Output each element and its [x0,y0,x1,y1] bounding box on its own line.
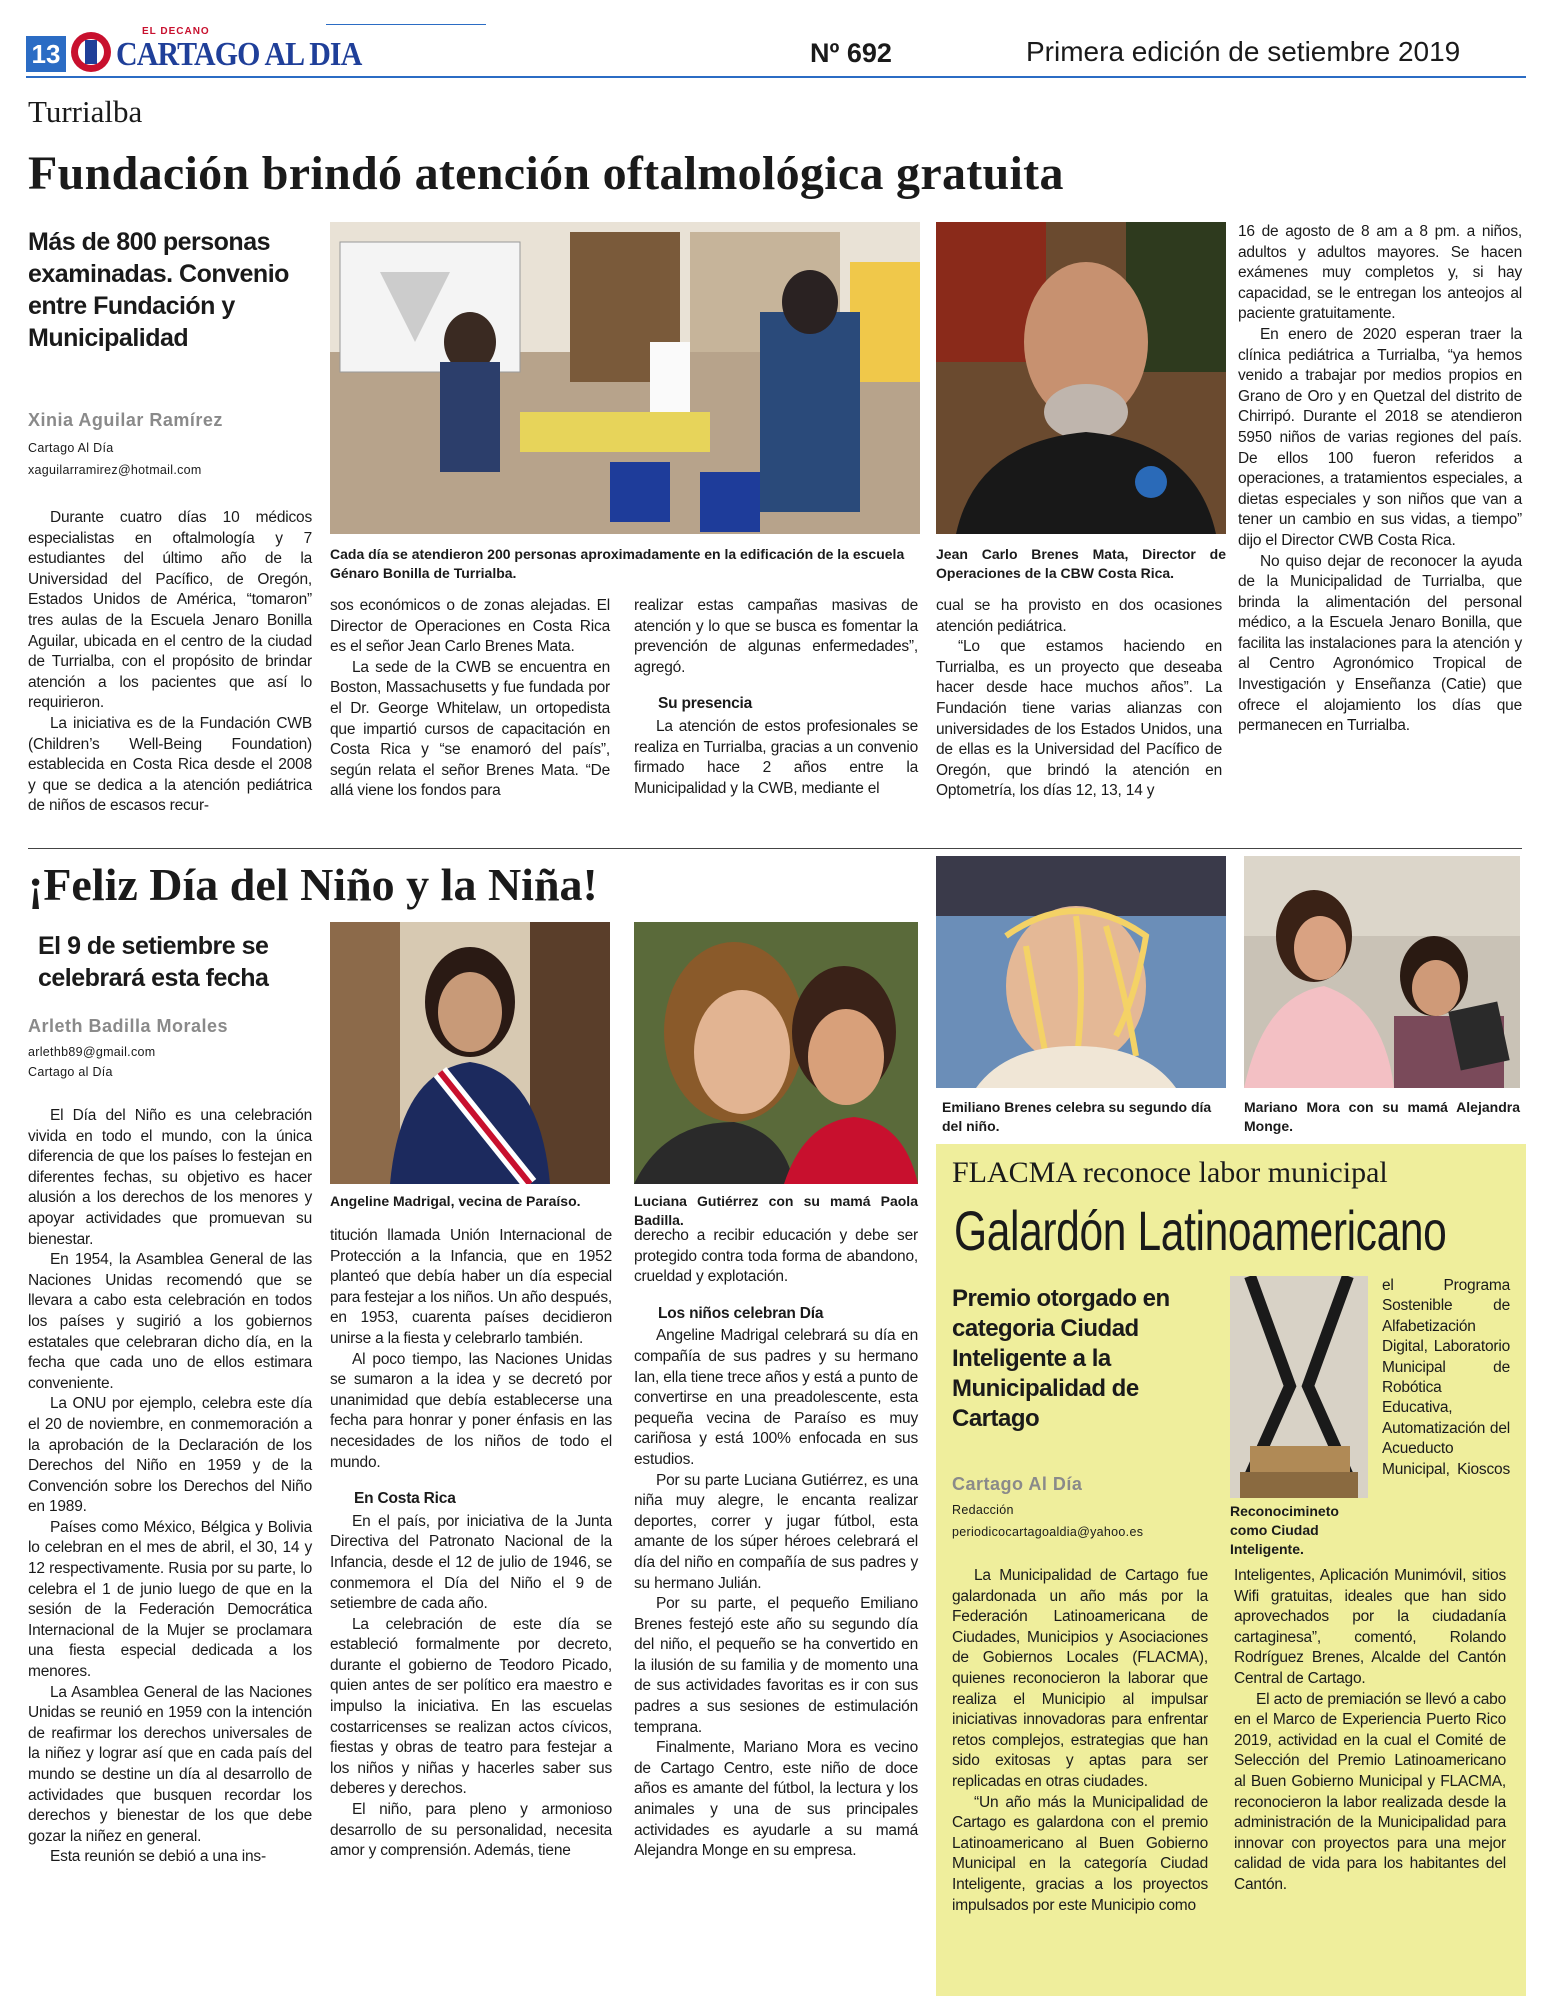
paragraph: Países como México, Bélgica y Bolivia lo celebran en el mes de abril, el 30, 14 y 12 respectivamente. Rusia por su parte, lo celebra el 1 de junio luego de que en la sesión de la Federación Democrática Internacional de la Mujer se proclamara una fiesta especial dedicada a los menores. [28,1518,312,1681]
article3-kicker: FLACMA reconoce labor municipal [952,1156,1388,1189]
caption-trophy: Reconocimineto como Ciudad Inteligente. [1230,1503,1339,1557]
paragraph: cual se ha provisto en dos ocasiones atención pediátrica. [936,597,1222,635]
paragraph: La iniciativa es de la Fundación CWB (Children’s Well-Being Foundation) establecida en Costa Rica desde el 2008 y que se dedica a la atención pediátrica de niños de escasos recur- [28,714,312,815]
paragraph: La Asamblea General de las Naciones Unidas se reunió en 1959 con la intención de reafirmar los derechos universales de la niñez y lograr así que en cada país del mundo se destine un día al desarrollo de actividades que busquen recordar los derechos y bienestar de los que debe gozar la niñez en general. [28,1683,312,1845]
section-divider [28,848,1522,849]
paragraph: No quiso dejar de reconocer la ayuda de la Municipalidad de Turrialba, que brinda la alimentación del personal médico, a la Escuela Jenaro Bonilla, que facilita las instalaciones para la atención y al Centro Agronómico Tropical de Investigación y Enseñanza (Catie) que ofrece el alojamiento los días que permanecen en Turrialba. [1238,552,1522,735]
paragraph: Por su parte Luciana Gutiérrez, es una niña muy alegre, le encanta realizar deportes, correr y jugar fútbol, esta amante de los súper héroes celebrará el día del niño en compañía de sus padres y su hermano Julián. [634,1471,918,1592]
paragraph: sos económicos o de zonas alejadas. El Director de Operaciones en Costa Rica es el señor Jean Carlo Brenes Mata. [330,597,610,656]
article3-role: Redacción [952,1503,1014,1517]
article2-outlet: Cartago al Día [28,1065,113,1079]
paragraph: La celebración de este día se estableció formalmente por decreto, durante el gobierno de Teodoro Picado, quien antes de ser político era maestro e impulso la iniciativa. En las escuelas costarricenses se realizan actos cívicos, fiestas y obras de teatro para festejar a los niños y niñas y hacerles saber sus deberes y derechos. [330,1615,612,1798]
photo-emiliano [936,856,1226,1088]
photo-luciana [634,922,918,1184]
subhead: En Costa Rica [354,1490,456,1508]
article2-column-2 [330,1226,612,1862]
photo-eye-clinic [330,222,920,534]
paragraph: La sede de la CWB se encuentra en Boston, Massachusetts y fue fundada por el Dr. George Whitelaw, un ortopedista que impartió cursos de capacitación en Costa Rica y “se enamoró del país”, según relata el señor Brenes Mata. “De allá viene los fondos para [330,658,610,800]
article3-deck: Premio otorgado en categoria Ciudad Inteligente a la Municipalidad de Cartago [952,1285,1170,1432]
article1-column-2 [330,596,610,802]
article2-author: Arleth Badilla Morales [28,1016,229,1036]
article1-deck: Más de 800 personas examinadas. Convenio entre Fundación y Municipalidad [28,228,289,352]
paragraph: El acto de premiación se llevó a cabo en el Marco de Experiencia Puerto Rico 2019, actividad en la cual el Comité de Selección del Premio Latinoamericano al Buen Gobierno Municipal y FLACMA, reconocieron la labor realizada desde la administración de la Municipalidad para innovar con proyectos para una mejor calidad de vida para los habitantes del Cantón. [1234,1690,1506,1893]
article1-column-3 [634,596,918,799]
paragraph: El Día del Niño es una celebración vivida en todo el mundo, con la única diferencia de que los países lo festejan en diferentes fechas, su objetivo es hacer alusión a los derechos de los menores y apoyar actividades que promuevan su bienestar. [28,1107,312,1248]
newspaper-logo [68,22,362,78]
article2-headline: ¡Feliz Día del Niño y la Niña! [28,859,598,910]
paragraph: Inteligentes, Aplicación Munimóvil, sitios Wifi gratuitas, ideales que han sido aprovechados por la ciudadanía cartaginesa”, comentó, Rolando Rodríguez Brenes, Alcalde del Cantón Central de Cartago. [1234,1567,1506,1687]
page-header [26,22,1526,78]
paragraph: Esta reunión se debió a una ins- [50,1848,266,1866]
subhead: Su presencia [658,695,753,713]
caption-angeline: Angeline Madrigal, vecina de Paraíso. [330,1193,581,1209]
paragraph: Por su parte, el pequeño Emiliano Brenes festejó este año su segundo día del niño, el pequeño se ha convertido en la ilusión de su familia y de momento una de sus actividades favoritas es ir con sus padres a sus sesiones de estimulación temprana. [634,1595,918,1736]
article2-column-3 [634,1226,918,1862]
paragraph: La atención de estos profesionales se realiza en Turrialba, gracias a un convenio firmado hace 2 años entre la Municipalidad y la CWB, mediante el [634,717,918,797]
section-label: Turrialba [28,94,143,129]
caption-emiliano: Emiliano Brenes celebra su segundo día del niño. [942,1099,1212,1134]
paragraph: Durante cuatro días 10 médicos especialistas en oftalmología y 7 estudiantes del último año de la Universidad del Pacífico, de Oregón, Estados Unidos de América, “tomaron” tres aulas de la Escuela Jenaro Bonilla Aguilar, ubicada en el centro de la ciudad de Turrialba, con el propósito de brindar atención a los pacientes que así lo requirieron. [28,509,312,712]
article1-column-5 [1238,222,1522,737]
edition-date: Primera edición de setiembre 2019 [1026,36,1461,67]
paragraph: realizar estas campañas masivas de atención y lo que se busca es fomentar la prevención de algunas enfermedades”, agregó. [634,597,918,676]
article1-column-1 [28,508,312,817]
paragraph: 16 de agosto de 8 am a 8 pm. a niños, adultos y adultos mayores. Se hacen exámenes muy completos y, si hay capacidad, se le entregan los anteojos al paciente gratuitamente. [1238,223,1522,323]
paragraph: Angeline Madrigal celebrará su día en compañía de sus padres y su hermano Ian, ella tiene trece años y está a punto de convertirse en una preadolescente, esta pequeña vecina de Paraíso es muy cariñosa y está 100% enfocada en sus estudios. [634,1327,918,1468]
subhead: Los niños celebran Día [658,1304,824,1322]
article3-headline: Galardón Latinoamericano [954,1199,1447,1262]
article1-outlet: Cartago Al Día [28,441,114,455]
paragraph: Al poco tiempo, las Naciones Unidas se sumaron a la idea y se decretó por unanimidad que debía establecerse una fecha para honrar y poner énfasis en las necesidades de los niños de todo el mundo. [330,1350,612,1471]
article1-headline: Fundación brindó atención oftalmológica gratuita [28,147,1064,200]
paragraph: En el país, por iniciativa de la Junta Directiva del Patronato Nacional de la Infancia, desde el 12 de julio de 1946, se conmemora el Día del Niño el 9 de setiembre de cada año. [330,1512,612,1613]
caption-luciana: Luciana Gutiérrez con su mamá Paola Badilla. [634,1193,918,1228]
caption-eye-clinic: Cada día se atendieron 200 personas aproximadamente en la edificación de la escuela Génaro Bonilla de Turrialba. [330,546,905,581]
paragraph: titución llamada Unión Internacional de Protección a la Infancia, que en 1952 planteó que debía haber un día especial para festejar a los niños. Un año después, en 1953, cuarenta países decidieron unirse a la fiesta y celebrarlo también. [330,1227,612,1347]
paragraph: “Un año más la Municipalidad de Cartago es galardona con el premio Latinoamericano al Buen Gobierno Municipal en la categoría Ciudad Inteligente, gracias a los proyectos impulsados por este Municipio como [952,1793,1208,1914]
article2-deck: El 9 de setiembre se celebrará esta fecha [38,932,269,992]
article3-author: Cartago Al Día [952,1474,1083,1494]
issue-number: Nº 692 [810,38,892,68]
page-number: 13 [26,36,66,72]
article3-email: periodicocartagoaldia@yahoo.es [952,1525,1144,1539]
flacma-box [936,1144,1526,1996]
paragraph: derecho a recibir educación y debe ser protegido contra toda forma de abandono, crueldad y explotación. [634,1227,918,1286]
header-top-rule [326,24,486,25]
article1-author: Xinia Aguilar Ramírez [28,410,223,430]
article3-side-text: el Programa Sostenible de Alfabetización Digital, Laboratorio Municipal de Robótica Educativa, Automatización del Acueducto Municipal, Kioscos [1382,1277,1510,1478]
paragraph: En 1954, la Asamblea General de las Naciones Unidas recomendó que se llevara a cabo esta celebración en todos los países y sugirió a los gobiernos estatales que celebraran dicho día, en la fecha que cada uno de ellos estimara conveniente. [28,1251,312,1392]
photo-mariano [1244,856,1520,1088]
caption-jean-carlo: Jean Carlo Brenes Mata, Director de Operaciones de la CBW Costa Rica. [936,546,1226,581]
logo-tagline: EL DECANO [142,26,210,37]
photo-trophy [1230,1276,1368,1498]
paragraph: “Lo que estamos haciendo en Turrialba, es un proyecto que deseaba hacer desde hace muchos años”. La Fundación tiene varias alianzas con universidades de los Estados Unidos, una de ellas es la Universidad del Pacífico de Oregón, que brindó la atención en Optometría, los días 12, 13, 14 y [936,638,1222,800]
photo-jean-carlo [936,222,1226,534]
article3-column-2 [1234,1566,1506,1896]
caption-mariano: Mariano Mora con su mamá Alejandra Monge. [1244,1099,1520,1134]
logo-emblem-icon [68,30,114,74]
article2-column-1 [28,1106,312,1868]
photo-angeline [330,922,610,1184]
logo-name: CARTAGO AL DIA [116,36,362,73]
article1-column-4 [936,596,1222,802]
header-bottom-rule [26,76,1526,78]
paragraph: Finalmente, Mariano Mora es vecino de Cartago Centro, este niño de doce años es amante del fútbol, la lectura y los animales y una de sus principales actividades es ayudarle a su mamá Alejandra Monge en su empresa. [634,1739,918,1860]
article3-column-1 [952,1566,1208,1916]
paragraph: La Municipalidad de Cartago fue galardonada un año más por la Federación Latinoamericana de Ciudades, Municipios y Asociaciones de Gobiernos Locales (FLACMA), quienes reconocieron la laborar que realiza el Municipio al impulsar iniciativas innovadoras para enfrentar retos complejos, estrategias que han sido exitosas y aptas para ser replicadas en otras ciudades. [952,1567,1208,1790]
paragraph: La ONU por ejemplo, celebra este día el 20 de noviembre, en conmemoración a la aprobación de la Declaración de los Derechos del Niño en 1959 y de la Convención sobre los Derechos del Niño en 1989. [28,1395,312,1516]
paragraph: El niño, para pleno y armonioso desarrollo de su personalidad, necesita amor y comprensión. Además, tiene [330,1801,612,1860]
article1-email: xaguilarramirez@hotmail.com [28,463,202,477]
article2-email: arlethb89@gmail.com [28,1045,156,1059]
paragraph: En enero de 2020 esperan traer la clínica pediátrica a Turrialba, “ya hemos venido a trabajar por medios propios en Grano de Oro y en Quetzal del distrito de Chirripó. Durante el 2018 se atendieron 5950 niños de varias regiones del país. De ellos 100 fueron referidos a operaciones, a tratamientos especiales, a dietas especiales y son niños que van a tener un cambio en sus vidas, a tiempo” dijo el Director CWB Costa Rica. [1238,325,1522,549]
